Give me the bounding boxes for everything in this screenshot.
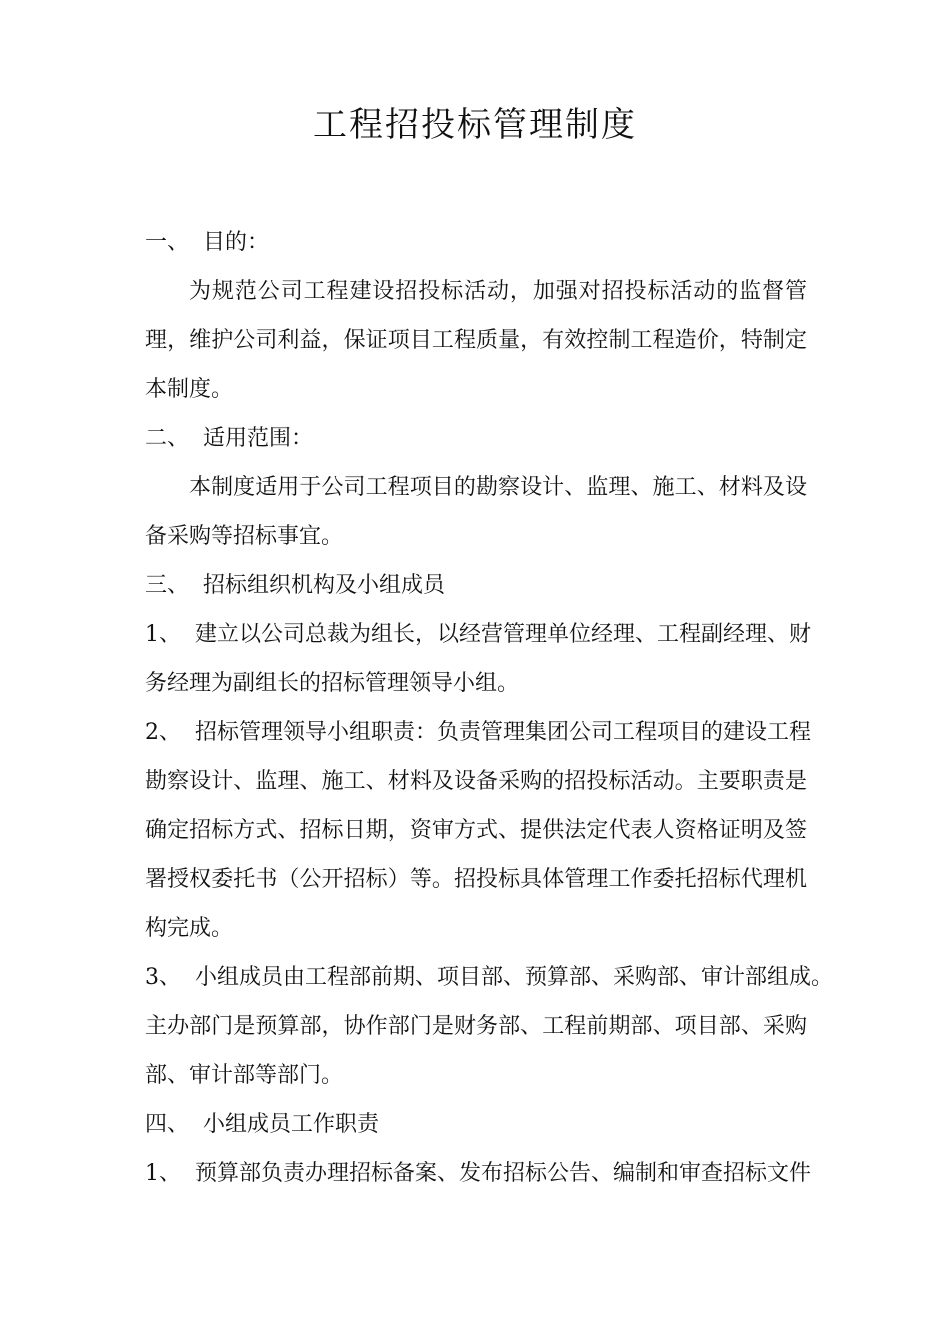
item-text: 预算部负责办理招标备案、发布招标公告、编制和审查招标文件 [195, 1161, 812, 1186]
paragraph-line: 备采购等招标事宜。 [145, 524, 344, 549]
section-heading [145, 1100, 807, 1149]
item-number: 3、 [145, 965, 181, 990]
document-title: 工程招投标管理制度 [313, 105, 637, 145]
section-heading [145, 561, 807, 610]
section-title: 适用范围： [203, 426, 314, 451]
paragraph-line: 主办部门是预算部，协作部门是财务部、工程前期部、项目部、采购 [145, 1014, 807, 1039]
section-title: 目的： [203, 230, 270, 255]
paragraph-line: 确定招标方式、招标日期，资审方式、提供法定代表人资格证明及签 [145, 818, 807, 843]
item-text: 招标管理领导小组职责：负责管理集团公司工程项目的建设工程 [195, 720, 812, 745]
item-number: 1、 [145, 622, 181, 647]
paragraph-line: 构完成。 [145, 916, 234, 941]
paragraph-line: 本制度。 [145, 377, 234, 402]
section-number: 二、 [145, 426, 190, 451]
document-body [145, 218, 834, 1198]
section-title: 小组成员工作职责 [203, 1112, 380, 1137]
item-number: 2、 [145, 720, 181, 745]
section-heading [145, 218, 807, 267]
item-text: 建立以公司总裁为组长，以经营管理单位经理、工程副经理、财 [195, 622, 812, 647]
section-number: 四、 [145, 1112, 190, 1137]
paragraph-line: 务经理为副组长的招标管理领导小组。 [145, 671, 520, 696]
item-number: 1、 [145, 1161, 181, 1186]
paragraph-line: 勘察设计、监理、施工、材料及设备采购的招投标活动。主要职责是 [145, 769, 807, 794]
paragraph-line: 为规范公司工程建设招投标活动，加强对招投标活动的监督管 [189, 279, 807, 304]
paragraph-line: 署授权委托书（公开招标）等。招投标具体管理工作委托招标代理机 [145, 867, 807, 892]
list-item [145, 1149, 812, 1198]
section-number: 三、 [145, 573, 190, 598]
list-item [145, 610, 812, 659]
item-text: 小组成员由工程部前期、项目部、预算部、采购部、审计部组成。 [195, 965, 834, 990]
paragraph-line: 理，维护公司利益，保证项目工程质量，有效控制工程造价，特制定 [145, 328, 807, 353]
list-item [145, 708, 812, 757]
list-item [145, 953, 834, 1002]
section-heading [145, 414, 807, 463]
section-title: 招标组织机构及小组成员 [203, 573, 446, 598]
section-number: 一、 [145, 230, 190, 255]
paragraph-line: 部、审计部等部门。 [145, 1063, 344, 1088]
paragraph-line: 本制度适用于公司工程项目的勘察设计、监理、施工、材料及设 [189, 475, 807, 500]
